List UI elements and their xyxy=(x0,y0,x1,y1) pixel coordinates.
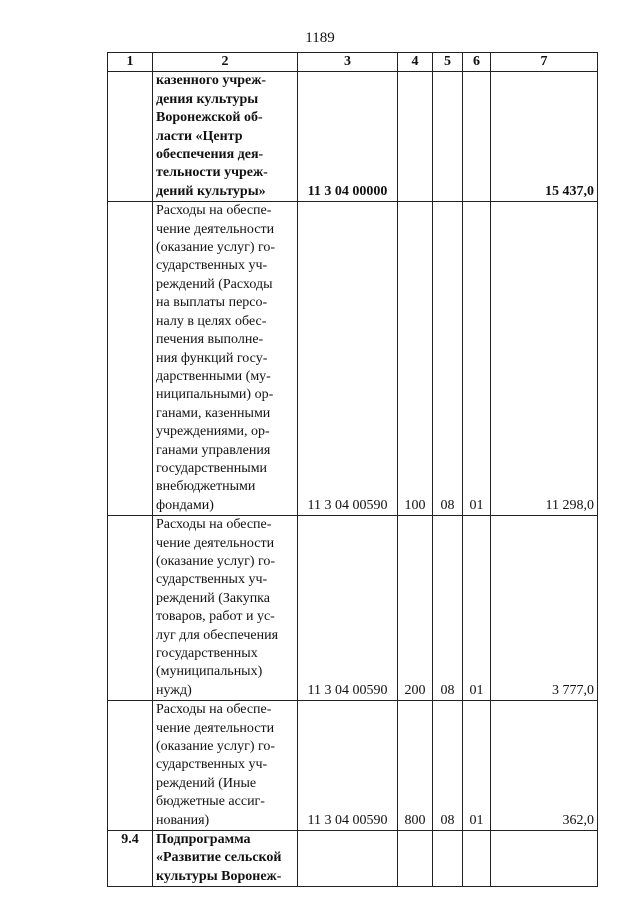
table-row xyxy=(108,202,598,516)
table-row xyxy=(108,701,598,831)
row-expense-type xyxy=(398,831,433,887)
table-row xyxy=(108,831,598,887)
row-subsection: 01 xyxy=(463,202,491,516)
row-number xyxy=(108,701,153,831)
row-target-article: 11 3 04 00590 xyxy=(298,516,398,701)
header-row xyxy=(108,53,598,72)
table-row xyxy=(108,72,598,202)
row-section xyxy=(433,72,463,202)
row-name xyxy=(153,831,298,887)
row-section: 08 xyxy=(433,202,463,516)
row-name-text: Подпрограмма «Развитие сельской культуры Воронеж- xyxy=(156,832,282,884)
row-section: 08 xyxy=(433,701,463,831)
page-number: 1189 xyxy=(305,30,335,46)
budget-table xyxy=(107,52,598,887)
row-name xyxy=(153,516,298,701)
row-subsection: 01 xyxy=(463,516,491,701)
row-name-text: Расходы на обеспе- чение деятельности (оказание услуг) го- сударственных уч- реждений (Иные бюджетные ассиг- нования) xyxy=(156,702,276,828)
row-number: 9.4 xyxy=(108,831,153,887)
row-target-article: 11 3 04 00590 xyxy=(298,701,398,831)
row-expense-type xyxy=(398,72,433,202)
row-name xyxy=(153,202,298,516)
header-col-5: 5 xyxy=(433,53,463,72)
header-col-7: 7 xyxy=(491,53,598,72)
row-number xyxy=(108,202,153,516)
row-subsection xyxy=(463,72,491,202)
row-number xyxy=(108,72,153,202)
header-col-2: 2 xyxy=(153,53,298,72)
row-name-text: Расходы на обеспе- чение деятельности (оказание услуг) го- сударственных уч- реждений (Расходы на выплаты персо- налу в целях обес- печения выполне- ния функций госу- дарственными (му- ниципальными) ор- ганами, казенными учреждениями, ор- ганами управления государственными внебюджетными фондами) xyxy=(156,203,276,513)
row-expense-type: 100 xyxy=(398,202,433,516)
row-subsection: 01 xyxy=(463,701,491,831)
row-amount: 15 437,0 xyxy=(491,72,598,202)
header-col-3: 3 xyxy=(298,53,398,72)
row-section: 08 xyxy=(433,516,463,701)
table-row xyxy=(108,516,598,701)
row-name-text: Расходы на обеспе- чение деятельности (оказание услуг) го- сударственных уч- реждений (Закупка товаров, работ и ус- луг для обеспечения государственных (муниципальных) нужд) xyxy=(156,517,279,698)
row-name-text: казенного учреж- дения культуры Воронежской об- ласти «Центр обеспечения дея- тельности учреж- дений культуры» xyxy=(156,73,268,199)
header-col-1: 1 xyxy=(108,53,153,72)
row-subsection xyxy=(463,831,491,887)
row-target-article xyxy=(298,831,398,887)
row-amount xyxy=(491,831,598,887)
row-target-article: 11 3 04 00000 xyxy=(298,72,398,202)
row-amount: 3 777,0 xyxy=(491,516,598,701)
row-section xyxy=(433,831,463,887)
row-name xyxy=(153,72,298,202)
row-target-article: 11 3 04 00590 xyxy=(298,202,398,516)
header-col-4: 4 xyxy=(398,53,433,72)
header-col-6: 6 xyxy=(463,53,491,72)
row-number xyxy=(108,516,153,701)
row-expense-type: 200 xyxy=(398,516,433,701)
row-name xyxy=(153,701,298,831)
row-amount: 362,0 xyxy=(491,701,598,831)
row-amount: 11 298,0 xyxy=(491,202,598,516)
row-expense-type: 800 xyxy=(398,701,433,831)
